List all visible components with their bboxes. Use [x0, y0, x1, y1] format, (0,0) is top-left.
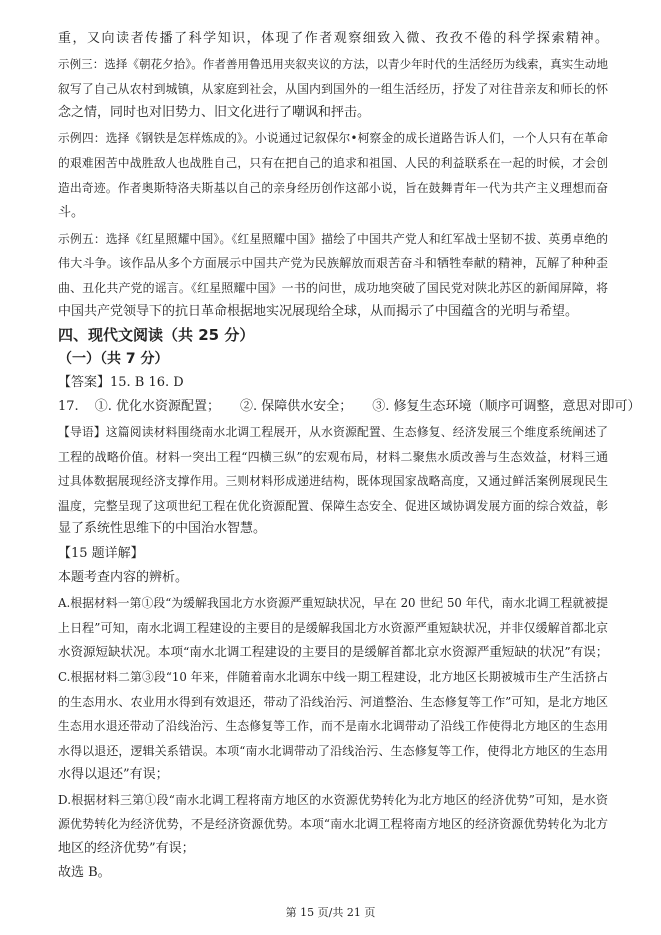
- text-line: 地区的经济优势”有误；: [58, 841, 195, 856]
- text-line: 温度，完整呈现了这项世纪工程在优化资源配置、保障生态安全、促进区域协调发展方面的综合效益，彰: [58, 499, 608, 513]
- text-line: A.根据材料一第①段“为缓解我国北方水资源严重短缺状况，早在 20 世纪 50 年代，南水北调工程就被提: [58, 596, 608, 610]
- text-line: 叙写了自己从农村到城镇，从家庭到社会，从国内到国外的一组生活经历，抒发了对往昔亲友和师长的怀: [58, 82, 608, 96]
- text-line: 过具体数据展现经济支撑作用。三则材料形成递进结构，既体现国家战略高度，又通过鲜活案例展现民生: [58, 474, 608, 488]
- text-line: 伟大斗争。该作品从多个方面展示中国共产党为民族解放而艰苦奋斗和牺牲奉献的精神，瓦解了种种歪: [58, 256, 608, 270]
- question-number: 17.: [58, 399, 79, 414]
- detail-heading: 【15 题详解】: [58, 546, 144, 561]
- text-line: 工程的战略价值。材料一突出工程“四横三纵”的宏观布局，材料二聚焦水质改善与生态效益，材料三通: [58, 450, 608, 464]
- text-line: 【导语】这篇阅读材料围绕南水北调工程展开，从水资源配置、生态修复、经济发展三个维度系统阐述了: [58, 425, 608, 439]
- section-heading: 四、现代文阅读（共 25 分）: [58, 326, 255, 344]
- answer-point: ②. 保障供水安全；: [239, 399, 353, 414]
- text-line: 显了系统性思维下的中国治水智慧。: [58, 521, 267, 536]
- text-line: 重，又向读者传播了科学知识，体现了作者观察细致入微、孜孜不倦的科学探索精神。: [58, 31, 608, 46]
- text-line: 上日程”可知，南水北调工程建设的主要目的是缓解我国北方水资源严重短缺状况，并非仅缓解首都北京: [58, 621, 608, 635]
- text-line: 的艰难困苦中战胜敌人也战胜自己，只有在把自己的追求和祖国、人民的利益联系在一起的时候，才会创: [58, 156, 608, 170]
- page-footer: 第 15 页/共 21 页: [285, 906, 376, 919]
- text-line: 源优势转化为经济优势，不是经济资源优势。本项“南水北调工程将南方地区的经济资源优势转化为北方: [58, 817, 608, 831]
- text-line: 中国共产党领导下的抗日革命根据地实况展现给全球，从而揭示了中国蕴含的光明与希望。: [58, 304, 579, 319]
- text-line: D.根据材料三第①段“南水北调工程将南方地区的水资源优势转化为北方地区的经济优势”可知，是水资: [58, 793, 608, 807]
- subsection-heading: （一）（共 7 分）: [58, 351, 169, 367]
- text-line: 故选 B。: [58, 865, 111, 880]
- answer-point: ③. 修复生态环境（顺序可调整，意思对即可）: [372, 399, 641, 414]
- answer-point: ①. 优化水资源配置；: [94, 399, 220, 414]
- text-line: 示例四：选择《钢铁是怎样炼成的》。小说通过记叙保尔•柯察金的成长道路告诉人们，一个人只有在革命: [58, 131, 608, 145]
- text-line: 曲、丑化共产党的谣言。《红星照耀中国》一书的问世，成功地突破了国民党对陕北苏区的新闻屏障，将: [58, 281, 608, 295]
- text-line: 本题考查内容的辨析。: [58, 570, 189, 585]
- text-line: 水得以退还”有误；: [58, 767, 169, 782]
- answer-line: 【答案】15. B 16. D: [58, 375, 184, 390]
- text-line: 生态用水退还带动了沿线治污、生态修复等工作，而不是南水北调带动了沿线工作使得北方地区的生态用: [58, 719, 608, 733]
- text-line: 水资源短缺状况。本项“南水北调工程建设的主要目的是缓解首都北京水资源严重短缺的状况”有误；: [58, 644, 608, 659]
- text-line: 斗。: [58, 205, 85, 220]
- text-line: 水得以退还，逻辑关系错误。本项“南水北调带动了沿线治污、生态修复等工作，使得北方地区的生态用: [58, 744, 608, 758]
- text-line: C.根据材料二第③段“10 年来，伴随着南水北调东中线一期工程建设，北方地区长期被城市生产生活挤占: [58, 670, 608, 684]
- text-line: 念之情，同时也对旧势力、旧文化进行了嘲讽和抨击。: [58, 105, 371, 120]
- text-line: 示例三：选择《朝花夕拾》。作者善用鲁迅用夹叙夹议的方法，以青少年时代的生活经历为线索，真实生动地: [58, 57, 608, 71]
- text-line: 的生态用水、农业用水得到有效退还，带动了沿线治污、河道整治、生态修复等工作”可知，是北方地区: [58, 695, 608, 709]
- question-17-answer: [58, 398, 640, 416]
- text-line: 示例五：选择《红星照耀中国》。《红星照耀中国》描绘了中国共产党人和红军战士坚韧不拔、英勇卓绝的: [58, 232, 608, 246]
- text-line: 造出奇迹。作者奥斯特洛夫斯基以自己的亲身经历创作这部小说，旨在鼓舞青年一代为共产主义理想而奋: [58, 181, 608, 195]
